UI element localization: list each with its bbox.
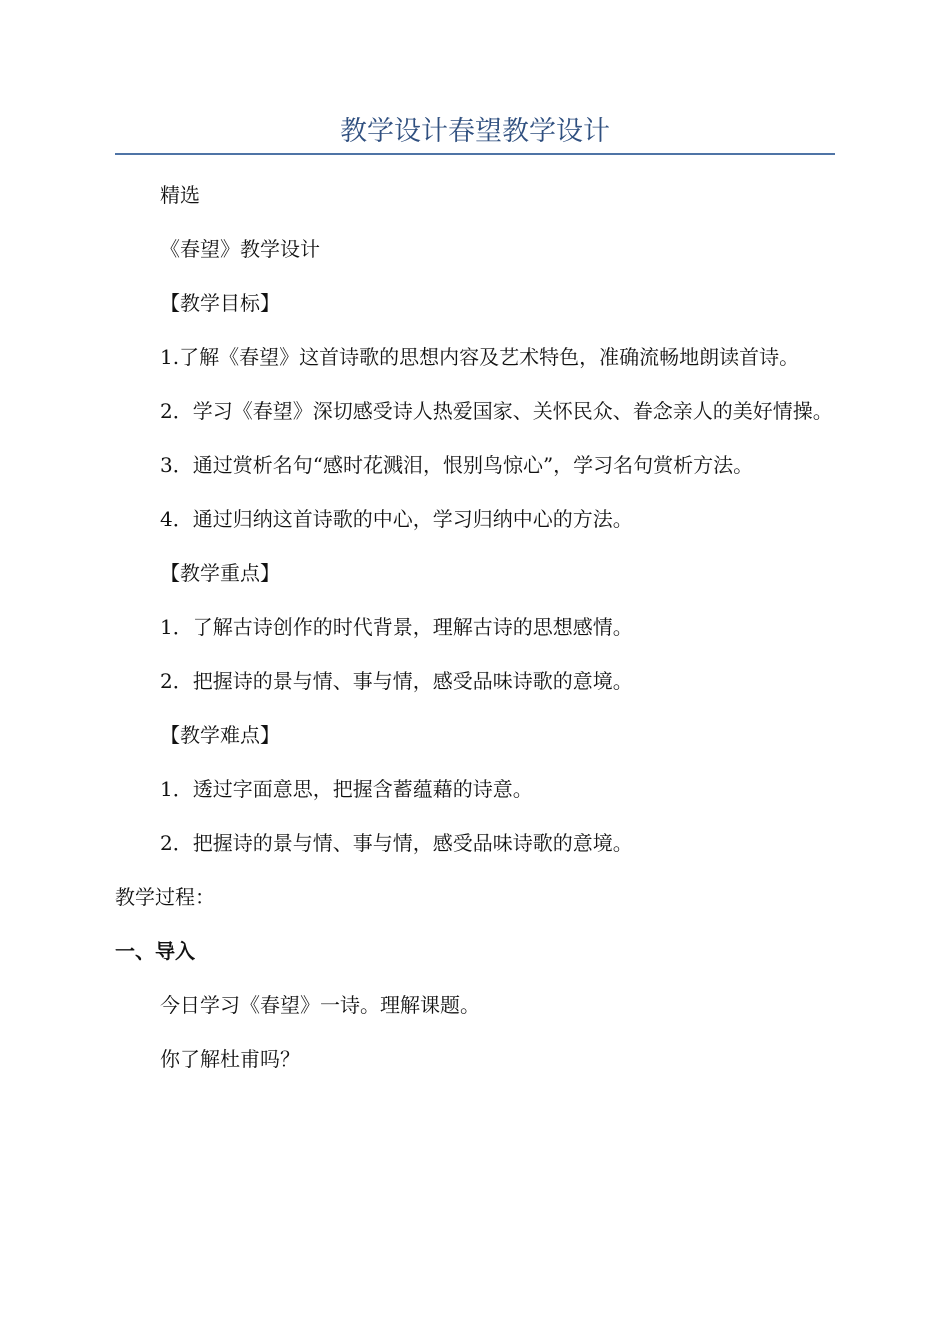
title-underline <box>115 153 835 155</box>
key-point-2: 2．把握诗的景与情、事与情，感受品味诗歌的意境。 <box>160 669 633 693</box>
heading-difficulties: 【教学难点】 <box>160 723 280 747</box>
document-body <box>115 178 835 1096</box>
goal-item-2: 2．学习《春望》深切感受诗人热爱国家、关怀民众、眷念亲人的美好情操。 <box>160 399 833 423</box>
intro-paragraph-1: 今日学习《春望》一诗。理解课题。 <box>160 993 480 1017</box>
difficulty-1: 1．透过字面意思，把握含蓄蕴藉的诗意。 <box>160 777 533 801</box>
key-point-1: 1．了解古诗创作的时代背景，理解古诗的思想感情。 <box>160 615 633 639</box>
intro-paragraph-2: 你了解杜甫吗？ <box>160 1047 300 1071</box>
goal-item-4: 4．通过归纳这首诗歌的中心，学习归纳中心的方法。 <box>160 507 633 531</box>
goal-item-3: 3．通过赏析名句“感时花溅泪，恨别鸟惊心”，学习名句赏析方法。 <box>160 453 754 477</box>
paragraph-label-selected: 精选 <box>160 183 200 207</box>
goal-item-1: 1.了解《春望》这首诗歌的思想内容及艺术特色，准确流畅地朗读首诗。 <box>160 345 800 369</box>
section-heading-intro: 一、导入 <box>115 939 195 963</box>
heading-teaching-goals: 【教学目标】 <box>160 291 280 315</box>
difficulty-2: 2．把握诗的景与情、事与情，感受品味诗歌的意境。 <box>160 831 633 855</box>
heading-teaching-process: 教学过程： <box>115 885 215 909</box>
heading-key-points: 【教学重点】 <box>160 561 280 585</box>
paragraph-subtitle: 《春望》教学设计 <box>160 237 320 261</box>
document-title: 教学设计春望教学设计 <box>340 116 610 147</box>
